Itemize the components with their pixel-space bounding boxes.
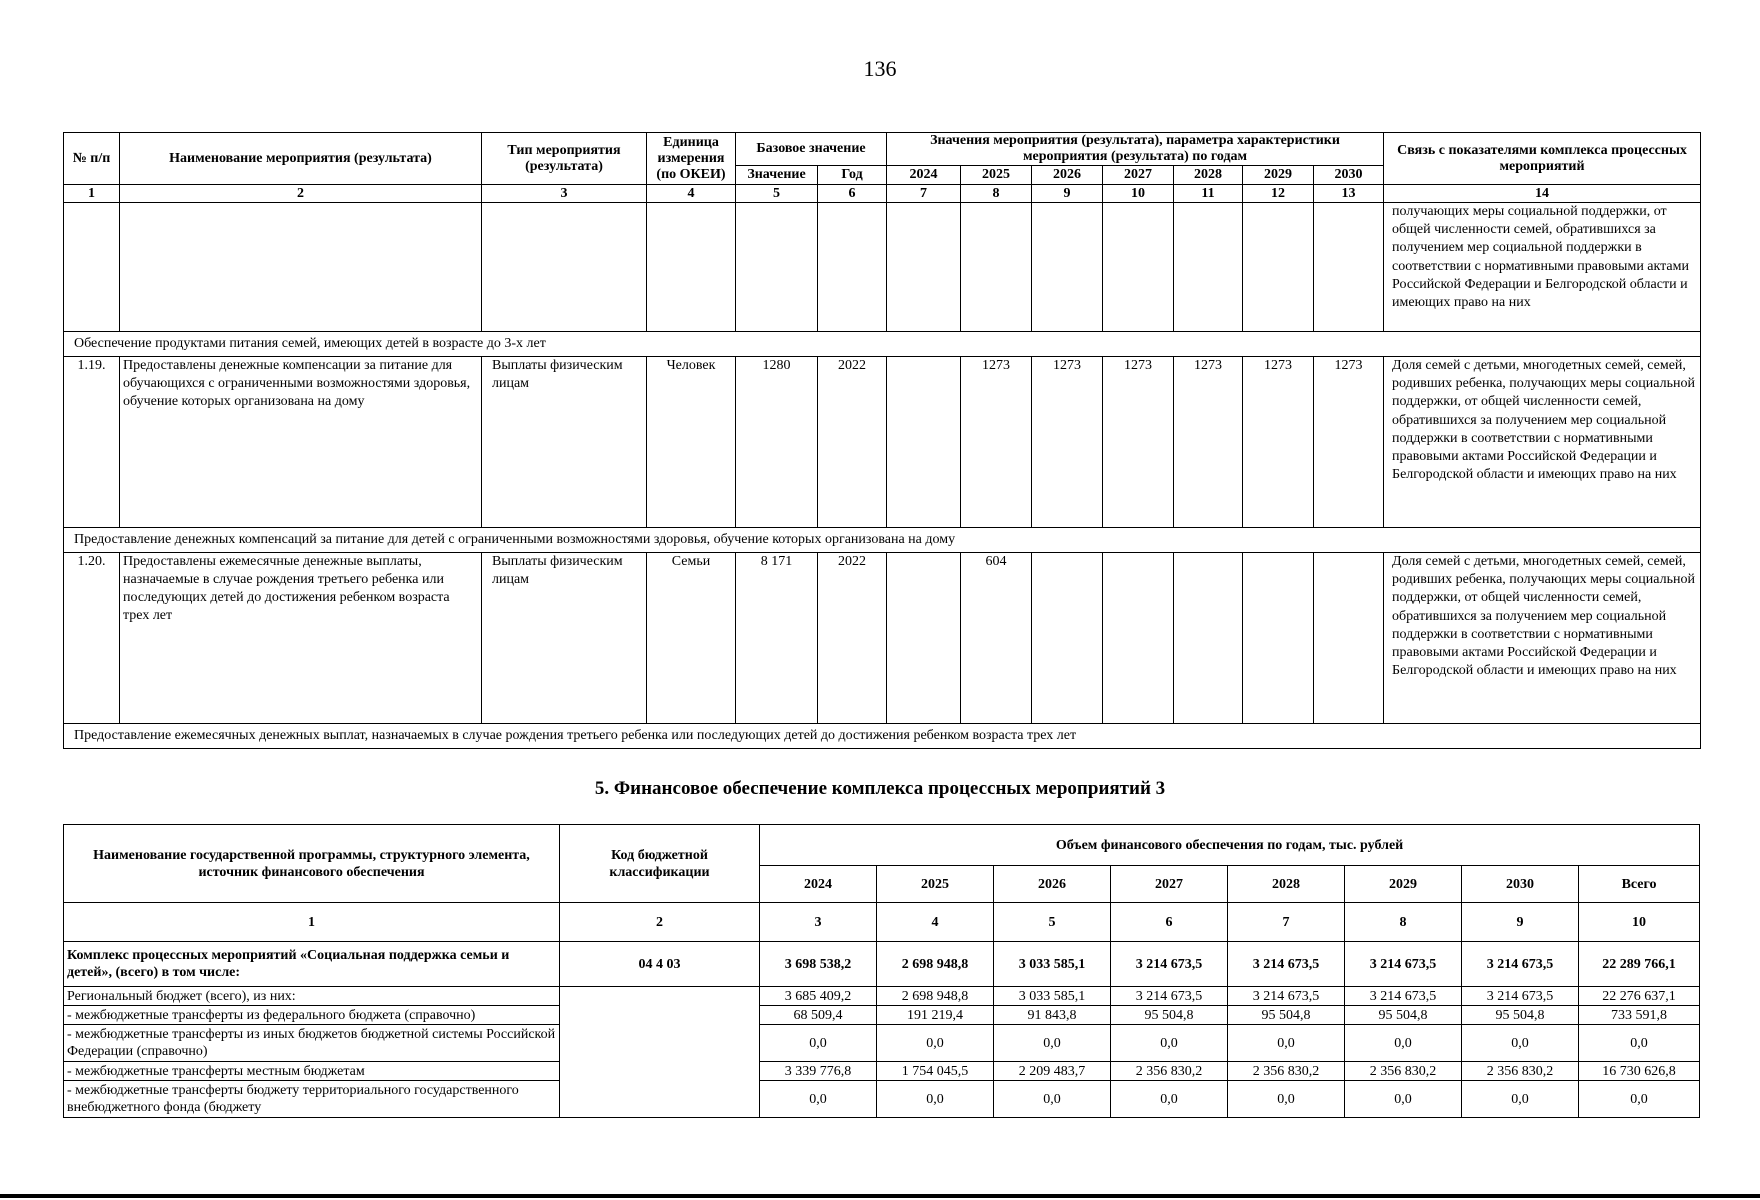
- column-number: 1: [64, 903, 560, 942]
- finance-table: [63, 824, 1700, 1118]
- column-number: 6: [1111, 903, 1228, 942]
- base-year: 2022: [818, 357, 887, 528]
- section-separator-row: [64, 724, 1701, 749]
- year-value: [887, 553, 961, 724]
- finance-value: 0,0: [1111, 1081, 1228, 1118]
- empty-cell: [482, 203, 647, 332]
- finance-row-total: [64, 942, 1700, 987]
- column-number: 7: [887, 185, 961, 203]
- col-header-link: Связь с показателями комплекса процессных мероприятий: [1384, 133, 1701, 185]
- column-number-row: [64, 185, 1701, 203]
- col-header-year: 2026: [994, 866, 1111, 903]
- finance-value: 1 754 045,5: [877, 1062, 994, 1081]
- col-header-year: 2027: [1103, 166, 1174, 185]
- finance-value-total: 733 591,8: [1579, 1006, 1700, 1025]
- year-value: 1273: [1032, 357, 1103, 528]
- year-value: [1032, 553, 1103, 724]
- page-number: 136: [863, 56, 897, 81]
- finance-value: 3 033 585,1: [994, 987, 1111, 1006]
- activity-unit: Семьи: [647, 553, 736, 724]
- year-value: 1273: [961, 357, 1032, 528]
- finance-value: 3 339 776,8: [760, 1062, 877, 1081]
- empty-cell: [1103, 203, 1174, 332]
- column-number: 10: [1103, 185, 1174, 203]
- bottom-rule: [0, 1194, 1760, 1198]
- finance-value: 3 214 673,5: [1228, 942, 1345, 987]
- empty-cell: [1314, 203, 1384, 332]
- finance-row-name: - межбюджетные трансферты местным бюджетам: [64, 1062, 560, 1081]
- col-header-year: 2026: [1032, 166, 1103, 185]
- table2-header-row: [64, 825, 1700, 866]
- activity-row: [64, 553, 1701, 724]
- budget-code-empty: [560, 987, 760, 1118]
- table1-header-row: [64, 133, 1701, 166]
- column-number: 14: [1384, 185, 1701, 203]
- finance-row: [64, 1025, 1700, 1062]
- finance-value: 0,0: [877, 1081, 994, 1118]
- col-header-name: Наименование мероприятия (результата): [120, 133, 482, 185]
- empty-cell: [120, 203, 482, 332]
- finance-row-name: Комплекс процессных мероприятий «Социальная поддержка семьи и детей», (всего) в том числе:: [64, 942, 560, 987]
- col-header-num: № п/п: [64, 133, 120, 185]
- col-header-year: 2029: [1345, 866, 1462, 903]
- finance-value: 0,0: [1462, 1025, 1579, 1062]
- finance-value: 0,0: [1228, 1025, 1345, 1062]
- column-number: 7: [1228, 903, 1345, 942]
- column-number: 2: [120, 185, 482, 203]
- column-number: 5: [736, 185, 818, 203]
- col-header-year: 2025: [961, 166, 1032, 185]
- finance-value-total: 0,0: [1579, 1025, 1700, 1062]
- finance-value: 91 843,8: [994, 1006, 1111, 1025]
- finance-row: [64, 1006, 1700, 1025]
- column-number: 10: [1579, 903, 1700, 942]
- finance-value-total: 0,0: [1579, 1081, 1700, 1118]
- finance-value: 0,0: [1228, 1081, 1345, 1118]
- finance-value: 2 356 830,2: [1345, 1062, 1462, 1081]
- activity-type: Выплаты физическим лицам: [482, 553, 647, 724]
- finance-value: 0,0: [760, 1081, 877, 1118]
- finance-row-name: - межбюджетные трансферты бюджету территориального государственного внебюджетного фонда (бюджету: [64, 1081, 560, 1118]
- column-number: 9: [1032, 185, 1103, 203]
- column-number: 4: [877, 903, 994, 942]
- empty-cell: [1032, 203, 1103, 332]
- year-value: [1243, 553, 1314, 724]
- year-value: [1174, 553, 1243, 724]
- finance-value: 3 698 538,2: [760, 942, 877, 987]
- year-value: 1273: [1103, 357, 1174, 528]
- column-number: 2: [560, 903, 760, 942]
- col-header-year: 2030: [1462, 866, 1579, 903]
- finance-value: 2 356 830,2: [1111, 1062, 1228, 1081]
- col-header-year: 2024: [887, 166, 961, 185]
- col-header-total: Всего: [1579, 866, 1700, 903]
- separator-text: Обеспечение продуктами питания семей, имеющих детей в возрасте до 3-х лет: [64, 332, 1701, 357]
- continuation-row: [64, 203, 1701, 332]
- column-number: 8: [1345, 903, 1462, 942]
- finance-value: 3 033 585,1: [994, 942, 1111, 987]
- year-value: 1273: [1174, 357, 1243, 528]
- col-header-year: 2029: [1243, 166, 1314, 185]
- finance-row-name: - межбюджетные трансферты из иных бюджетов бюджетной системы Российской Федерации (справочно): [64, 1025, 560, 1062]
- section-title: 5. Финансовое обеспечение комплекса процессных мероприятий 3: [594, 778, 1166, 799]
- finance-row: [64, 1081, 1700, 1118]
- finance-value: 0,0: [1345, 1025, 1462, 1062]
- col-header-values: Значения мероприятия (результата), параметра характеристики мероприятия (результата) по годам: [887, 133, 1384, 166]
- finance-value: 3 214 673,5: [1345, 942, 1462, 987]
- year-value: 604: [961, 553, 1032, 724]
- column-number: 4: [647, 185, 736, 203]
- finance-value: 0,0: [994, 1081, 1111, 1118]
- finance-value: 95 504,8: [1111, 1006, 1228, 1025]
- finance-value: 68 509,4: [760, 1006, 877, 1025]
- finance-value: 0,0: [1462, 1081, 1579, 1118]
- column-number: 6: [818, 185, 887, 203]
- finance-value: 0,0: [877, 1025, 994, 1062]
- row-number: 1.20.: [64, 553, 120, 724]
- col-header-year: 2027: [1111, 866, 1228, 903]
- column-number: 1: [64, 185, 120, 203]
- separator-text: Предоставление денежных компенсаций за питание для детей с ограниченными возможностями здоровья, обучение которых организована на дому: [64, 528, 1701, 553]
- empty-cell: [64, 203, 120, 332]
- finance-value: 3 214 673,5: [1111, 942, 1228, 987]
- link-cell: Доля семей с детьми, многодетных семей, семей, родивших ребенка, получающих меры социальной поддержки, от общей численности семей, обратившихся за получением мер социальной поддержки в соответствии с нормативными правовыми актами Российской Федерации и Белгородской области и имеющих право на них: [1384, 553, 1701, 724]
- col-header-program-name: Наименование государственной программы, структурного элемента, источник финансового обеспечения: [64, 825, 560, 903]
- empty-cell: [961, 203, 1032, 332]
- column-number: 3: [760, 903, 877, 942]
- separator-text: Предоставление ежемесячных денежных выплат, назначаемых в случае рождения третьего ребенка или последующих детей до достижения ребенком возраста трех лет: [64, 724, 1701, 749]
- col-header-year: 2024: [760, 866, 877, 903]
- col-header-type: Тип мероприятия (результата): [482, 133, 647, 185]
- col-header-year: 2028: [1174, 166, 1243, 185]
- year-value: [1103, 553, 1174, 724]
- base-year: 2022: [818, 553, 887, 724]
- section-separator-row: [64, 528, 1701, 553]
- col-header-base: Базовое значение: [736, 133, 887, 166]
- finance-value: 0,0: [1345, 1081, 1462, 1118]
- finance-value-total: 16 730 626,8: [1579, 1062, 1700, 1081]
- activity-unit: Человек: [647, 357, 736, 528]
- finance-value: 2 698 948,8: [877, 942, 994, 987]
- empty-cell: [736, 203, 818, 332]
- column-number: 3: [482, 185, 647, 203]
- finance-value: 0,0: [994, 1025, 1111, 1062]
- column-number: 5: [994, 903, 1111, 942]
- finance-row-name: Региональный бюджет (всего), из них:: [64, 987, 560, 1006]
- year-value: [1314, 553, 1384, 724]
- finance-row: [64, 987, 1700, 1006]
- column-number: 9: [1462, 903, 1579, 942]
- year-value: 1273: [1314, 357, 1384, 528]
- col-header-base-year: Год: [818, 166, 887, 185]
- finance-value: 2 356 830,2: [1228, 1062, 1345, 1081]
- finance-value: 95 504,8: [1345, 1006, 1462, 1025]
- column-number: 13: [1314, 185, 1384, 203]
- budget-code: 04 4 03: [560, 942, 760, 987]
- col-header-volume: Объем финансового обеспечения по годам, тыс. рублей: [760, 825, 1700, 866]
- col-header-unit: Единица измерения (по ОКЕИ): [647, 133, 736, 185]
- finance-value: 0,0: [1111, 1025, 1228, 1062]
- finance-value: 3 214 673,5: [1462, 987, 1579, 1006]
- base-value: 8 171: [736, 553, 818, 724]
- link-cell: Доля семей с детьми, многодетных семей, семей, родивших ребенка, получающих меры социальной поддержки, от общей численности семей, обратившихся за получением мер социальной поддержки в соответствии с нормативными правовыми актами Российской Федерации и Белгородской области и имеющих право на них: [1384, 357, 1701, 528]
- finance-value: 95 504,8: [1462, 1006, 1579, 1025]
- finance-value: 0,0: [760, 1025, 877, 1062]
- empty-cell: [647, 203, 736, 332]
- finance-value: 3 214 673,5: [1462, 942, 1579, 987]
- column-number-row: [64, 903, 1700, 942]
- finance-value: 95 504,8: [1228, 1006, 1345, 1025]
- link-cell: получающих меры социальной поддержки, от общей численности семей, обратившихся за получением мер социальной поддержки в соответствии с нормативными правовыми актами Российской Федерации и Белгородской области и имеющих право на них: [1384, 203, 1701, 332]
- column-number: 12: [1243, 185, 1314, 203]
- row-number: 1.19.: [64, 357, 120, 528]
- column-number: 11: [1174, 185, 1243, 203]
- year-value: 1273: [1243, 357, 1314, 528]
- column-number: 8: [961, 185, 1032, 203]
- empty-cell: [1174, 203, 1243, 332]
- finance-value: 3 214 673,5: [1228, 987, 1345, 1006]
- finance-value: 3 214 673,5: [1111, 987, 1228, 1006]
- base-value: 1280: [736, 357, 818, 528]
- activity-row: [64, 357, 1701, 528]
- col-header-year: 2025: [877, 866, 994, 903]
- year-value: [887, 357, 961, 528]
- col-header-budget-code: Код бюджетной классификации: [560, 825, 760, 903]
- finance-value: 3 214 673,5: [1345, 987, 1462, 1006]
- finance-row-name: - межбюджетные трансферты из федерального бюджета (справочно): [64, 1006, 560, 1025]
- section-separator-row: [64, 332, 1701, 357]
- col-header-base-value: Значение: [736, 166, 818, 185]
- activity-name: Предоставлены денежные компенсации за питание для обучающихся с ограниченными возможностями здоровья, обучение которых организована на дому: [120, 357, 482, 528]
- finance-value: 2 698 948,8: [877, 987, 994, 1006]
- finance-value: 3 685 409,2: [760, 987, 877, 1006]
- empty-cell: [818, 203, 887, 332]
- finance-value: 2 356 830,2: [1462, 1062, 1579, 1081]
- finance-value: 191 219,4: [877, 1006, 994, 1025]
- empty-cell: [1243, 203, 1314, 332]
- activity-name: Предоставлены ежемесячные денежные выплаты, назначаемые в случае рождения третьего ребенка или последующих детей до достижения ребенком возраста трех лет: [120, 553, 482, 724]
- finance-value: 2 209 483,7: [994, 1062, 1111, 1081]
- finance-value-total: 22 289 766,1: [1579, 942, 1700, 987]
- finance-value-total: 22 276 637,1: [1579, 987, 1700, 1006]
- col-header-year: 2030: [1314, 166, 1384, 185]
- finance-row: [64, 1062, 1700, 1081]
- activity-type: Выплаты физическим лицам: [482, 357, 647, 528]
- col-header-year: 2028: [1228, 866, 1345, 903]
- empty-cell: [887, 203, 961, 332]
- activities-table: [63, 132, 1701, 749]
